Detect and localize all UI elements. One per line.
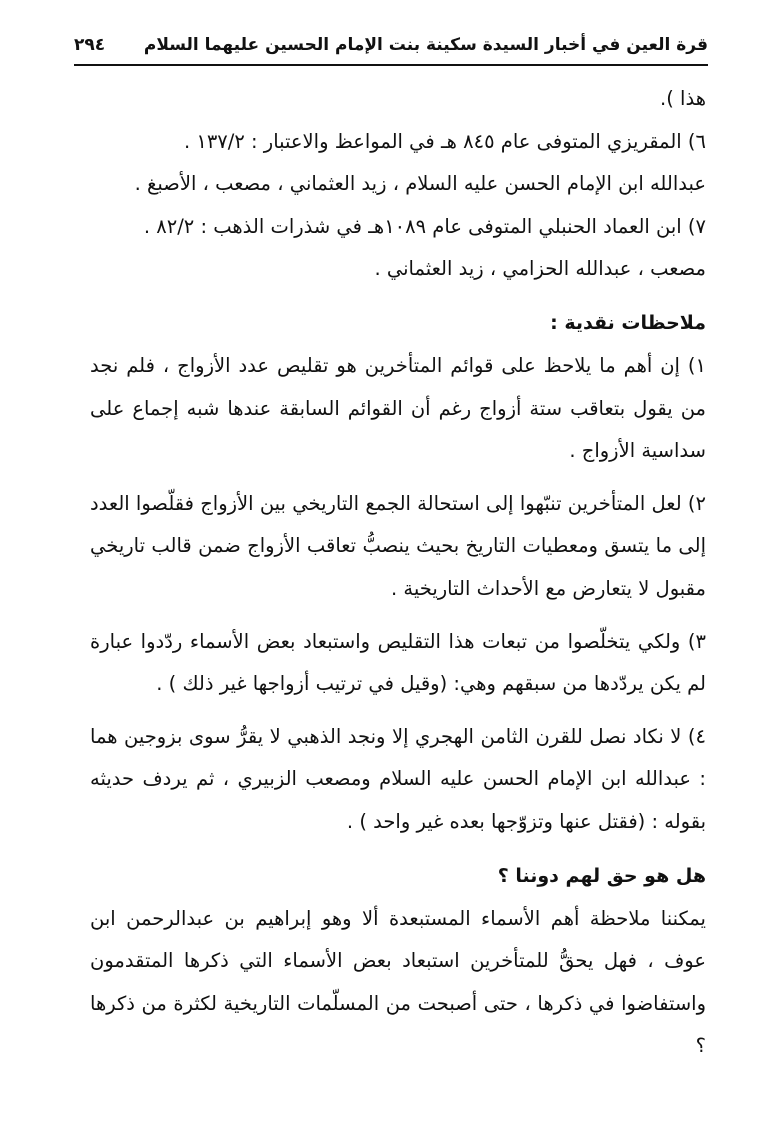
source-item-7: ٧) ابن العماد الحنبلي المتوفى عام ١٠٨٩هـ في شذرات الذهب : ٨٢/٢ . — [143, 214, 706, 238]
continued-line: هذا ). — [660, 87, 706, 110]
section-heading-question: هل هو حق لهم دوننا ؟ — [497, 864, 706, 887]
note-2: ٢) لعل المتأخرين تنبّهوا إلى استحالة الجمع التاريخي بين الأزواج فقلّصوا العدد إلى ما يتسق ومعطيات التاريخ بحيث ينصبُّ تعاقب الأزواج ضمن قالب تاريخي مقبول لا يتعارض مع الأحداث التاريخية . — [90, 491, 706, 600]
source-item-6: ٦) المقريزي المتوفى عام ٨٤٥ هـ في المواعظ والاعتبار : ١٣٧/٢ . — [183, 129, 706, 153]
page-number: ٢٩٤ — [74, 35, 106, 55]
source-item-6-names: عبدالله ابن الإمام الحسن عليه السلام ، زيد العثماني ، مصعب ، الأصبغ . — [134, 172, 706, 196]
note-3: ٣) ولكي يتخلّصوا من تبعات هذا التقليص واستبعاد بعض الأسماء ردّدوا عبارة لم يكن يردّدها من سبقهم وهي: (وقيل في ترتيب أزواجها غير ذلك ) . — [90, 629, 706, 696]
header-divider — [74, 64, 708, 66]
section-heading-critical-notes: ملاحظات نقدية : — [550, 311, 706, 334]
note-1: ١) إن أهم ما يلاحظ على قوائم المتأخرين هو تقليص عدد الأزواج ، فلم نجد من يقول بتعاقب ستة أزواج رغم أن القوائم السابقة عندها شبه إجماع على سداسية الأزواج . — [90, 353, 706, 463]
running-header — [74, 30, 708, 60]
page-body — [90, 78, 706, 1068]
note-4: ٤) لا نكاد نصل للقرن الثامن الهجري إلا ونجد الذهبي لا يقرُّ سوى بزوجين هما : عبدالله ابن الإمام الحسن عليه السلام ومصعب الزبيري ، ثم يردف حديثه بقوله : (فقتل عنها وتزوّجها بعده غير واحد ) . — [90, 724, 706, 833]
final-paragraph: يمكننا ملاحظة أهم الأسماء المستبعدة ألا وهو إبراهيم بن عبدالرحمن ابن عوف ، فهل يحقُّ للمتأخرين استبعاد بعض الأسماء التي ذكرها المتقدمون واستفاضوا في ذكرها ، حتى أصبحت من المسلّمات التاريخية لكثرة من ذكرها ؟ — [90, 906, 706, 1058]
source-item-7-names: مصعب ، عبدالله الحزامي ، زيد العثماني . — [374, 257, 706, 281]
running-title: قرة العين في أخبار السيدة سكينة بنت الإمام الحسين عليهما السلام — [143, 35, 708, 55]
